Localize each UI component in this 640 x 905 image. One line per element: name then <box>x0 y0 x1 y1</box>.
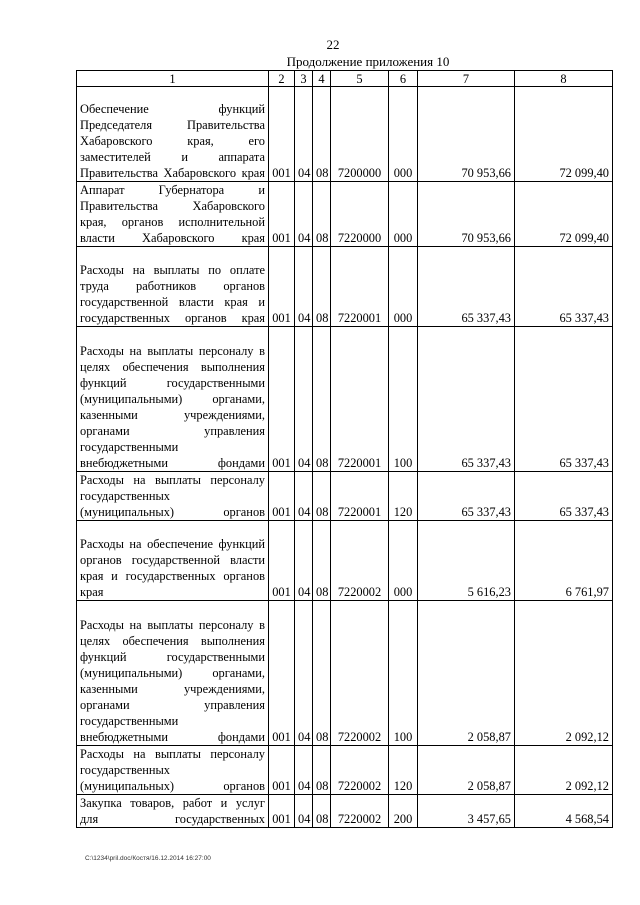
row-code-col5: 7220002 <box>331 521 389 601</box>
table-row <box>77 87 613 182</box>
row-amount-col7: 65 337,43 <box>418 327 515 472</box>
table-row <box>77 746 613 795</box>
row-code-col6: 000 <box>389 182 418 247</box>
row-code-col2: 001 <box>269 795 295 828</box>
row-code-col3: 04 <box>295 521 313 601</box>
row-code-col4: 08 <box>313 521 331 601</box>
column-header-2: 2 <box>269 71 295 87</box>
table-header-row <box>77 71 613 87</box>
file-path-footer: C:\1234\pril.doc/Костя/16.12.2014 16:27:00 <box>85 855 211 862</box>
row-amount-col8: 65 337,43 <box>515 247 613 327</box>
row-code-col4: 08 <box>313 746 331 795</box>
row-code-col6: 100 <box>389 601 418 746</box>
row-amount-col7: 70 953,66 <box>418 182 515 247</box>
row-amount-col8: 65 337,43 <box>515 327 613 472</box>
row-code-col2: 001 <box>269 521 295 601</box>
row-code-col3: 04 <box>295 182 313 247</box>
row-amount-col8: 6 761,97 <box>515 521 613 601</box>
row-amount-col8: 72 099,40 <box>515 182 613 247</box>
row-description: Обеспечение функций Председателя Правительства Хабаровского края, его заместителей и аппарата Правительства Хабаровского края <box>77 87 269 182</box>
page-number: 22 <box>326 37 340 52</box>
row-amount-col8: 72 099,40 <box>515 87 613 182</box>
row-code-col4: 08 <box>313 795 331 828</box>
budget-table <box>76 70 613 828</box>
row-amount-col7: 65 337,43 <box>418 247 515 327</box>
row-description: Расходы на выплаты по оплате труда работников органов государственной власти края и государственных органов края <box>77 247 269 327</box>
table-body <box>77 87 613 828</box>
row-description: Расходы на выплаты персоналу в целях обеспечения выполнения функций государственными (муниципальными) органами, казенными учреждениями, органами управления государственными внебюджетными фондами <box>77 327 269 472</box>
row-amount-col8: 2 092,12 <box>515 746 613 795</box>
table-row <box>77 472 613 521</box>
row-amount-col8: 4 568,54 <box>515 795 613 828</box>
row-code-col3: 04 <box>295 87 313 182</box>
column-header-5: 5 <box>331 71 389 87</box>
row-code-col2: 001 <box>269 746 295 795</box>
row-code-col2: 001 <box>269 472 295 521</box>
row-code-col6: 120 <box>389 746 418 795</box>
row-code-col2: 001 <box>269 247 295 327</box>
row-amount-col7: 70 953,66 <box>418 87 515 182</box>
row-code-col6: 000 <box>389 247 418 327</box>
row-code-col3: 04 <box>295 746 313 795</box>
row-amount-col7: 3 457,65 <box>418 795 515 828</box>
table-row <box>77 247 613 327</box>
row-amount-col7: 2 058,87 <box>418 746 515 795</box>
table-row <box>77 795 613 828</box>
row-code-col6: 100 <box>389 327 418 472</box>
row-code-col3: 04 <box>295 601 313 746</box>
row-description: Расходы на выплаты персоналу государственных (муниципальных) органов <box>77 746 269 795</box>
table-row <box>77 182 613 247</box>
column-header-1: 1 <box>77 71 269 87</box>
row-description: Аппарат Губернатора и Правительства Хабаровского края, органов исполнительной власти Хабаровского края <box>77 182 269 247</box>
row-code-col5: 7220002 <box>331 795 389 828</box>
row-code-col4: 08 <box>313 601 331 746</box>
row-description: Расходы на обеспечение функций органов государственной власти края и государственных органов края <box>77 521 269 601</box>
row-description: Расходы на выплаты персоналу в целях обеспечения выполнения функций государственными (муниципальными) органами, казенными учреждениями, органами управления государственными внебюджетными фондами <box>77 601 269 746</box>
row-amount-col7: 2 058,87 <box>418 601 515 746</box>
row-code-col3: 04 <box>295 795 313 828</box>
row-code-col2: 001 <box>269 327 295 472</box>
row-code-col5: 7220001 <box>331 472 389 521</box>
row-code-col6: 200 <box>389 795 418 828</box>
row-code-col5: 7220001 <box>331 327 389 472</box>
row-amount-col7: 5 616,23 <box>418 521 515 601</box>
row-code-col5: 7220000 <box>331 182 389 247</box>
row-code-col4: 08 <box>313 472 331 521</box>
appendix-continuation-title: Продолжение приложения 10 <box>286 54 450 69</box>
row-code-col4: 08 <box>313 182 331 247</box>
row-code-col2: 001 <box>269 182 295 247</box>
row-code-col3: 04 <box>295 247 313 327</box>
row-description: Расходы на выплаты персоналу государственных (муниципальных) органов <box>77 472 269 521</box>
column-header-4: 4 <box>313 71 331 87</box>
row-amount-col8: 65 337,43 <box>515 472 613 521</box>
table-row <box>77 601 613 746</box>
row-code-col6: 000 <box>389 521 418 601</box>
column-header-8: 8 <box>515 71 613 87</box>
row-code-col2: 001 <box>269 87 295 182</box>
row-code-col6: 120 <box>389 472 418 521</box>
row-amount-col7: 65 337,43 <box>418 472 515 521</box>
column-header-6: 6 <box>389 71 418 87</box>
table-row <box>77 521 613 601</box>
row-code-col4: 08 <box>313 87 331 182</box>
row-code-col5: 7220002 <box>331 746 389 795</box>
table-row <box>77 327 613 472</box>
row-code-col5: 7220002 <box>331 601 389 746</box>
row-code-col5: 7200000 <box>331 87 389 182</box>
row-description: Закупка товаров, работ и услуг для государственных <box>77 795 269 828</box>
row-code-col3: 04 <box>295 327 313 472</box>
row-code-col5: 7220001 <box>331 247 389 327</box>
column-header-3: 3 <box>295 71 313 87</box>
row-code-col4: 08 <box>313 327 331 472</box>
row-code-col2: 001 <box>269 601 295 746</box>
row-code-col3: 04 <box>295 472 313 521</box>
row-code-col6: 000 <box>389 87 418 182</box>
row-amount-col8: 2 092,12 <box>515 601 613 746</box>
column-header-7: 7 <box>418 71 515 87</box>
row-code-col4: 08 <box>313 247 331 327</box>
